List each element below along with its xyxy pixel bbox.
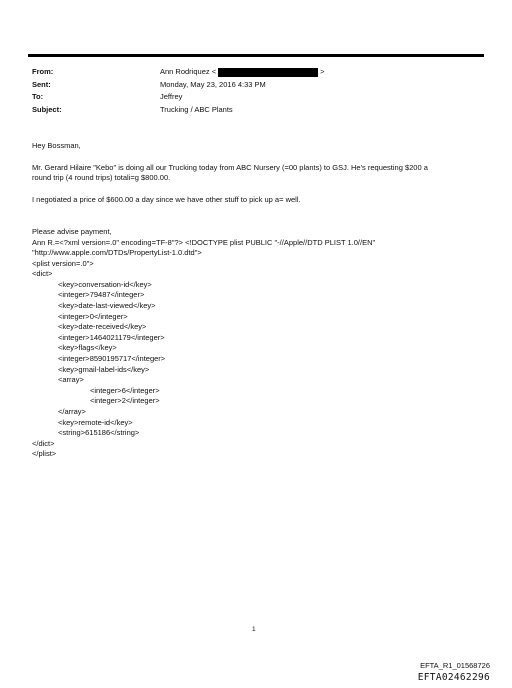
code-line: <integer>1464021179</integer> (58, 332, 165, 342)
from-end: > (320, 67, 325, 76)
footer-reference-2: EFTA02462296 (417, 672, 490, 683)
dtd-line: "http://www.apple.com/DTDs/PropertyList-1.0.dtd"> (32, 248, 202, 258)
sent-value: Monday, May 23, 2016 4:33 PM (160, 79, 266, 89)
dict-open: <dict> (32, 269, 53, 279)
code-line: <integer>8590195717</integer> (58, 354, 166, 364)
code-line: <integer>6</integer> (90, 385, 160, 395)
email-header (32, 66, 472, 116)
sent-row (32, 79, 472, 92)
signature-xml-line: Ann R.=<?xml version=.0" encoding=TF-8"?> <!DOCTYPE plist PUBLIC "-//Apple//DTD PLIST 1.0//EN" (32, 237, 376, 247)
redaction-block (218, 68, 318, 77)
to-row (32, 91, 472, 104)
to-label: To: (32, 92, 44, 101)
from-label: From: (32, 67, 54, 76)
code-line: <key>gmail-label-ids</key> (58, 364, 150, 374)
page-number: 1 (252, 626, 256, 633)
greeting: Hey Bossman, (32, 141, 81, 150)
subject-label: Subject: (32, 104, 62, 114)
code-line: <integer>79487</integer> (58, 290, 145, 300)
dict-close: </dict> (32, 438, 55, 448)
advise-line: Please advise payment, (32, 227, 112, 236)
plist-code-block (32, 280, 482, 439)
from-name: Ann Rodriquez < (160, 67, 217, 76)
from-row (32, 66, 472, 79)
paragraph-2: I negotiated a price of $600.00 a day since we have other stuff to pick up a= well. (32, 194, 301, 204)
code-line: <integer>0</integer> (58, 311, 128, 321)
code-line: <array> (58, 375, 84, 385)
paragraph-1-line-1: Mr. Gerard Hilaire "Kebo" is doing all our Trucking today from ABC Nursery (=00 plants) to GSJ. He's requesting $200 a (32, 162, 428, 172)
code-line: </array> (58, 407, 86, 416)
code-line: <key>date-last-viewed</key> (58, 301, 156, 311)
to-value: Jeffrey (160, 92, 183, 101)
subject-value: Trucking / ABC Plants (160, 104, 233, 114)
paragraph-1-line-2: round trip (4 round trips) totali=g $800.00. (32, 173, 171, 182)
code-line: <key>flags</key> (58, 343, 117, 353)
plist-close: </plist> (32, 449, 57, 459)
code-line: <integer>2</integer> (90, 396, 160, 406)
plist-open: <plist version=.0"> (32, 258, 94, 268)
code-line: <key>remote-id</key> (58, 417, 133, 427)
code-line: <key>date-received</key> (58, 322, 147, 332)
code-line: <key>conversation-id</key> (58, 279, 152, 289)
email-body (32, 141, 482, 460)
from-value (160, 67, 324, 78)
sent-label: Sent: (32, 79, 51, 89)
header-rule (28, 54, 484, 57)
footer-reference-1: EFTA_R1_01568726 (420, 661, 490, 670)
code-line: <string>615186</string> (58, 428, 140, 438)
subject-row (32, 104, 472, 117)
